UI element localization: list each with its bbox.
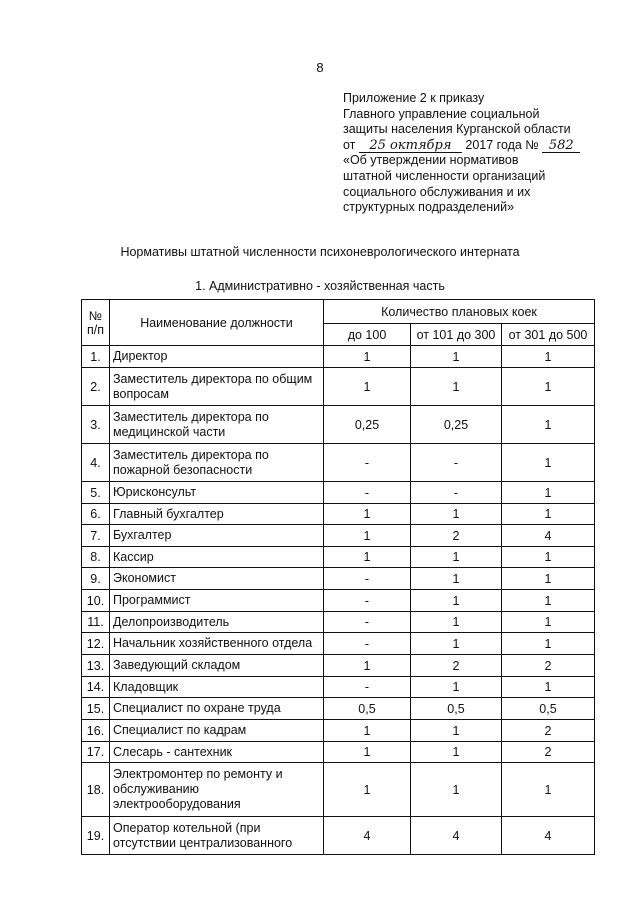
table-row <box>82 568 595 590</box>
position-name: Директор <box>110 346 324 368</box>
value-up-to-100: - <box>324 444 411 482</box>
value-101-300: 1 <box>411 742 502 763</box>
value-101-300: 1 <box>411 763 502 817</box>
position-name: Специалист по охране труда <box>110 698 324 720</box>
value-up-to-100: 1 <box>324 742 411 763</box>
position-name: Слесарь - сантехник <box>110 742 324 763</box>
row-number: 1. <box>82 346 110 368</box>
appendix-line: штатной численности организаций <box>343 168 546 183</box>
table-row <box>82 406 595 444</box>
position-name: Делопроизводитель <box>110 612 324 633</box>
value-301-500: 1 <box>502 677 595 698</box>
value-301-500: 1 <box>502 444 595 482</box>
row-number: 16. <box>82 720 110 742</box>
value-up-to-100: 1 <box>324 763 411 817</box>
position-name: Заместитель директора по общим вопросам <box>110 368 324 406</box>
value-301-500: 2 <box>502 742 595 763</box>
value-301-500: 2 <box>502 720 595 742</box>
value-up-to-100: 1 <box>324 547 411 568</box>
row-number: 17. <box>82 742 110 763</box>
row-number: 18. <box>82 763 110 817</box>
handwritten-date: 25 октября <box>359 139 462 153</box>
position-name: Кассир <box>110 547 324 568</box>
page-number: 8 <box>316 60 324 75</box>
position-name: Кладовщик <box>110 677 324 698</box>
staffing-table <box>81 299 595 855</box>
value-301-500: 0,5 <box>502 698 595 720</box>
appendix-line: структурных подразделений» <box>343 200 515 215</box>
value-up-to-100: 4 <box>324 817 411 855</box>
table-row <box>82 817 595 855</box>
value-101-300: 2 <box>411 655 502 677</box>
row-number: 2. <box>82 368 110 406</box>
value-up-to-100: - <box>324 677 411 698</box>
row-number: 15. <box>82 698 110 720</box>
table-row <box>82 612 595 633</box>
date-prefix: от <box>343 137 356 152</box>
row-number: 7. <box>82 525 110 547</box>
section-title: 1. Административно - хозяйственная часть <box>195 279 445 293</box>
value-301-500: 1 <box>502 482 595 504</box>
table-row <box>82 482 595 504</box>
table-row <box>82 590 595 612</box>
table-row <box>82 655 595 677</box>
value-up-to-100: 0,5 <box>324 698 411 720</box>
table-row <box>82 346 595 368</box>
value-101-300: 2 <box>411 525 502 547</box>
value-301-500: 1 <box>502 568 595 590</box>
table-row <box>82 444 595 482</box>
value-101-300: 1 <box>411 346 502 368</box>
table-row <box>82 677 595 698</box>
value-up-to-100: - <box>324 590 411 612</box>
value-up-to-100: - <box>324 568 411 590</box>
value-301-500: 1 <box>502 763 595 817</box>
value-301-500: 1 <box>502 504 595 525</box>
value-up-to-100: 1 <box>324 525 411 547</box>
value-101-300: 0,25 <box>411 406 502 444</box>
value-up-to-100: 1 <box>324 504 411 525</box>
appendix-line: Главного управление социальной <box>343 106 540 121</box>
position-name: Юрисконсульт <box>110 482 324 504</box>
value-301-500: 4 <box>502 525 595 547</box>
value-301-500: 1 <box>502 633 595 655</box>
appendix-line: Приложение 2 к приказу <box>343 91 485 105</box>
year-text: 2017 года № <box>465 137 539 152</box>
value-up-to-100: 1 <box>324 368 411 406</box>
value-up-to-100: - <box>324 612 411 633</box>
value-101-300: 1 <box>411 547 502 568</box>
position-name: Заместитель директора по медицинской части <box>110 406 324 444</box>
value-up-to-100: 1 <box>324 720 411 742</box>
value-301-500: 2 <box>502 655 595 677</box>
table-row <box>82 763 595 817</box>
row-number: 11. <box>82 612 110 633</box>
handwritten-order-number: 582 <box>542 139 580 153</box>
value-101-300: 1 <box>411 633 502 655</box>
row-number: 5. <box>82 482 110 504</box>
appendix-header <box>343 91 633 216</box>
position-name: Оператор котельной (при отсутствии централизованного <box>110 817 324 855</box>
appendix-line: «Об утверждении нормативов <box>343 153 519 168</box>
value-up-to-100: - <box>324 633 411 655</box>
row-number: 12. <box>82 633 110 655</box>
row-number: 14. <box>82 677 110 698</box>
header-col-101-300: от 101 до 300 <box>411 324 502 346</box>
header-bed-count: Количество плановых коек <box>324 300 595 324</box>
position-name: Специалист по кадрам <box>110 720 324 742</box>
value-up-to-100: 1 <box>324 655 411 677</box>
row-number: 3. <box>82 406 110 444</box>
position-name: Программист <box>110 590 324 612</box>
row-number: 10. <box>82 590 110 612</box>
position-name: Главный бухгалтер <box>110 504 324 525</box>
value-up-to-100: 0,25 <box>324 406 411 444</box>
value-301-500: 1 <box>502 612 595 633</box>
value-301-500: 1 <box>502 547 595 568</box>
value-101-300: 4 <box>411 817 502 855</box>
value-101-300: 1 <box>411 368 502 406</box>
value-301-500: 1 <box>502 346 595 368</box>
row-number: 13. <box>82 655 110 677</box>
value-301-500: 1 <box>502 590 595 612</box>
header-position-name: Наименование должности <box>110 300 324 346</box>
value-101-300: 1 <box>411 720 502 742</box>
table-row <box>82 698 595 720</box>
value-up-to-100: 1 <box>324 346 411 368</box>
position-name: Заместитель директора по пожарной безопасности <box>110 444 324 482</box>
value-101-300: 1 <box>411 612 502 633</box>
document-title: Нормативы штатной численности психоневрологического интерната <box>120 245 520 259</box>
header-number: № п/п <box>82 300 110 346</box>
table-row <box>82 742 595 763</box>
table-row <box>82 504 595 525</box>
value-301-500: 1 <box>502 368 595 406</box>
page-bottom-edge <box>0 890 640 905</box>
position-name: Экономист <box>110 568 324 590</box>
table-row <box>82 633 595 655</box>
row-number: 9. <box>82 568 110 590</box>
position-name: Бухгалтер <box>110 525 324 547</box>
row-number: 8. <box>82 547 110 568</box>
value-101-300: - <box>411 444 502 482</box>
value-101-300: 1 <box>411 677 502 698</box>
row-number: 19. <box>82 817 110 855</box>
value-101-300: - <box>411 482 502 504</box>
value-101-300: 1 <box>411 590 502 612</box>
table-row <box>82 525 595 547</box>
position-name: Электромонтер по ремонту и обслуживанию электрооборудования <box>110 763 324 817</box>
value-301-500: 1 <box>502 406 595 444</box>
value-101-300: 0,5 <box>411 698 502 720</box>
row-number: 6. <box>82 504 110 525</box>
table-row <box>82 368 595 406</box>
appendix-line: социального обслуживания и их <box>343 184 531 199</box>
row-number: 4. <box>82 444 110 482</box>
header-col-301-500: от 301 до 500 <box>502 324 595 346</box>
table-row <box>82 547 595 568</box>
position-name: Начальник хозяйственного отдела <box>110 633 324 655</box>
appendix-date-line <box>343 138 633 154</box>
appendix-line: защиты населения Курганской области <box>343 122 571 137</box>
value-301-500: 4 <box>502 817 595 855</box>
value-101-300: 1 <box>411 504 502 525</box>
value-101-300: 1 <box>411 568 502 590</box>
table-row <box>82 720 595 742</box>
value-up-to-100: - <box>324 482 411 504</box>
header-col-up-to-100: до 100 <box>324 324 411 346</box>
position-name: Заведующий складом <box>110 655 324 677</box>
